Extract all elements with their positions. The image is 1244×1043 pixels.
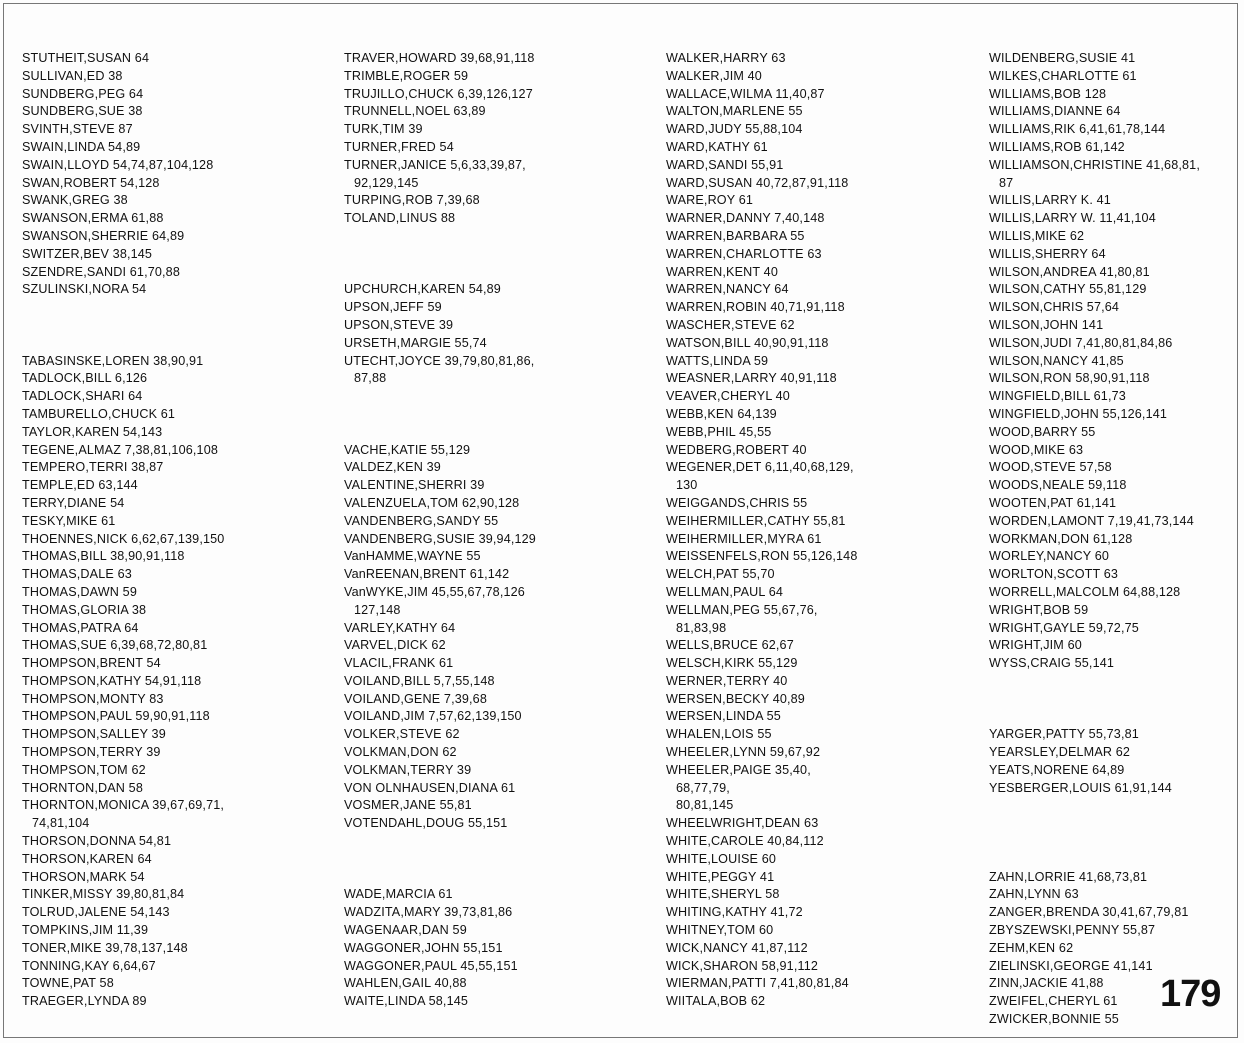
index-entry: SUNDBERG,SUE 38 bbox=[22, 104, 143, 119]
blank-line bbox=[344, 228, 654, 246]
index-entry: ZANGER,BRENDA 30,41,67,79,81 bbox=[989, 905, 1189, 920]
index-entry: SUNDBERG,PEG 64 bbox=[22, 86, 144, 101]
index-column-1 bbox=[22, 50, 332, 1011]
index-entry: WARREN,KENT 40 bbox=[666, 264, 778, 279]
index-entry: SZENDRE,SANDI 61,70,88 bbox=[22, 264, 180, 279]
index-entry: VanWYKE,JIM 45,55,67,78,126 bbox=[344, 584, 525, 599]
index-entry: WEISSENFELS,RON 55,126,148 bbox=[666, 549, 858, 564]
index-entry: THORNTON,DAN 58 bbox=[22, 780, 143, 795]
index-entry: TEGENE,ALMAZ 7,38,81,106,108 bbox=[22, 442, 219, 457]
index-entry: WARREN,CHARLOTTE 63 bbox=[666, 246, 822, 261]
index-entry: VanREENAN,BRENT 61,142 bbox=[344, 567, 510, 582]
blank-line bbox=[22, 317, 332, 335]
blank-line bbox=[989, 673, 1244, 691]
index-entry: THOMPSON,PAUL 59,90,91,118 bbox=[22, 709, 210, 724]
index-entry: WILSON,JUDI 7,41,80,81,84,86 bbox=[989, 335, 1173, 350]
index-entry: WORDEN,LAMONT 7,19,41,73,144 bbox=[989, 513, 1194, 528]
index-entry: TURPING,ROB 7,39,68 bbox=[344, 193, 480, 208]
index-entry: VOLKER,STEVE 62 bbox=[344, 727, 460, 742]
index-entry: WILSON,ANDREA 41,80,81 bbox=[989, 264, 1150, 279]
index-column-3 bbox=[666, 50, 976, 1011]
index-entry: WRIGHT,BOB 59 bbox=[989, 602, 1089, 617]
index-entry: WILSON,CATHY 55,81,129 bbox=[989, 282, 1147, 297]
index-entry: ZAHN,LYNN 63 bbox=[989, 887, 1079, 902]
index-entry: THORSON,KAREN 64 bbox=[22, 851, 152, 866]
index-entry: WADE,MARCIA 61 bbox=[344, 887, 453, 902]
index-entry: WILSON,RON 58,90,91,118 bbox=[989, 371, 1150, 386]
index-entry: ZEHM,KEN 62 bbox=[989, 940, 1074, 955]
index-entry: THORSON,DONNA 54,81 bbox=[22, 834, 172, 849]
index-entry: VANDENBERG,SANDY 55 bbox=[344, 513, 499, 528]
index-entry: WASCHER,STEVE 62 bbox=[666, 317, 795, 332]
index-entry: WORKMAN,DON 61,128 bbox=[989, 531, 1133, 546]
index-entry: SWANSON,SHERRIE 64,89 bbox=[22, 228, 185, 243]
index-entry: WEDBERG,ROBERT 40 bbox=[666, 442, 807, 457]
index-entry: WALLACE,WILMA 11,40,87 bbox=[666, 86, 825, 101]
index-entry: TEMPERO,TERRI 38,87 bbox=[22, 460, 164, 475]
index-entry: VOILAND,JIM 7,57,62,139,150 bbox=[344, 709, 522, 724]
index-entry: SWANSON,ERMA 61,88 bbox=[22, 211, 164, 226]
index-entry: VOLKMAN,DON 62 bbox=[344, 745, 457, 760]
blank-line bbox=[22, 335, 332, 353]
index-entry: WILLIAMSON,CHRISTINE 41,68,81, bbox=[989, 157, 1200, 172]
index-entry: WOOD,MIKE 63 bbox=[989, 442, 1084, 457]
index-entry: TERRY,DIANE 54 bbox=[22, 495, 125, 510]
index-entry: WEIHERMILLER,CATHY 55,81 bbox=[666, 513, 846, 528]
index-entry: WORLTON,SCOTT 63 bbox=[989, 567, 1119, 582]
index-entry: VACHE,KATIE 55,129 bbox=[344, 442, 471, 457]
index-entry: VOLKMAN,TERRY 39 bbox=[344, 762, 472, 777]
index-entry-continuation: 87,88 bbox=[354, 371, 387, 386]
index-entry: WILDENBERG,SUSIE 41 bbox=[989, 51, 1136, 65]
index-entry: THORNTON,MONICA 39,67,69,71, bbox=[22, 798, 225, 813]
blank-line bbox=[22, 299, 332, 317]
index-entry: WARREN,ROBIN 40,71,91,118 bbox=[666, 300, 845, 315]
index-entry: TURNER,FRED 54 bbox=[344, 139, 454, 154]
index-entry: WERNER,TERRY 40 bbox=[666, 673, 788, 688]
index-entry: THOENNES,NICK 6,62,67,139,150 bbox=[22, 531, 225, 546]
index-entry: STUTHEIT,SUSAN 64 bbox=[22, 51, 150, 65]
index-entry: THOMPSON,MONTY 83 bbox=[22, 691, 164, 706]
index-entry: VALENTINE,SHERRI 39 bbox=[344, 478, 485, 493]
blank-line bbox=[344, 264, 654, 282]
index-entry: WADZITA,MARY 39,73,81,86 bbox=[344, 905, 513, 920]
index-entry: VOILAND,GENE 7,39,68 bbox=[344, 691, 487, 706]
index-entry: THOMAS,PATRA 64 bbox=[22, 620, 139, 635]
index-entry: WORLEY,NANCY 60 bbox=[989, 549, 1110, 564]
index-entry: VOTENDAHL,DOUG 55,151 bbox=[344, 816, 508, 831]
index-entry: VOSMER,JANE 55,81 bbox=[344, 798, 472, 813]
index-entry: WERSEN,BECKY 40,89 bbox=[666, 691, 805, 706]
index-entry: WARE,ROY 61 bbox=[666, 193, 754, 208]
index-entry-continuation: 68,77,79, bbox=[676, 780, 730, 795]
index-entry: TADLOCK,BILL 6,126 bbox=[22, 371, 148, 386]
index-entry: TONER,MIKE 39,78,137,148 bbox=[22, 940, 188, 955]
index-entry: SZULINSKI,NORA 54 bbox=[22, 282, 147, 297]
index-entry: WOOTEN,PAT 61,141 bbox=[989, 495, 1117, 510]
index-entry: WELLMAN,PAUL 64 bbox=[666, 584, 784, 599]
index-entry: VARVEL,DICK 62 bbox=[344, 638, 446, 653]
index-entry: WHITE,LOUISE 60 bbox=[666, 851, 777, 866]
index-entry: TRUNNELL,NOEL 63,89 bbox=[344, 104, 486, 119]
index-entry: THOMPSON,BRENT 54 bbox=[22, 656, 161, 671]
index-entry: WILSON,CHRIS 57,64 bbox=[989, 300, 1120, 315]
index-entry: SWANK,GREG 38 bbox=[22, 193, 128, 208]
index-entry: WATTS,LINDA 59 bbox=[666, 353, 769, 368]
index-entry: VOILAND,BILL 5,7,55,148 bbox=[344, 673, 495, 688]
index-entry: URSETH,MARGIE 55,74 bbox=[344, 335, 487, 350]
index-entry: VEAVER,CHERYL 40 bbox=[666, 389, 790, 404]
index-entry: WARD,JUDY 55,88,104 bbox=[666, 122, 803, 137]
index-entry: WHEELWRIGHT,DEAN 63 bbox=[666, 816, 819, 831]
index-entry: WEIGGANDS,CHRIS 55 bbox=[666, 495, 808, 510]
index-entry: WELSCH,KIRK 55,129 bbox=[666, 656, 798, 671]
index-entry: SWAIN,LLOYD 54,74,87,104,128 bbox=[22, 157, 214, 172]
index-entry: VALENZUELA,TOM 62,90,128 bbox=[344, 495, 520, 510]
index-entry: WEBB,PHIL 45,55 bbox=[666, 424, 772, 439]
index-entry: WELCH,PAT 55,70 bbox=[666, 567, 775, 582]
index-entry: WIERMAN,PATTI 7,41,80,81,84 bbox=[666, 976, 849, 991]
index-entry: WHITNEY,TOM 60 bbox=[666, 923, 774, 938]
index-entry: WAGGONER,JOHN 55,151 bbox=[344, 940, 503, 955]
index-entry: WHITE,SHERYL 58 bbox=[666, 887, 780, 902]
index-entry: WHEELER,PAIGE 35,40, bbox=[666, 762, 811, 777]
index-entry: WILLIAMS,RIK 6,41,61,78,144 bbox=[989, 122, 1166, 137]
index-entry: TAMBURELLO,CHUCK 61 bbox=[22, 406, 176, 421]
index-entry: TOLRUD,JALENE 54,143 bbox=[22, 905, 170, 920]
index-entry: ZINN,JACKIE 41,88 bbox=[989, 976, 1104, 991]
index-entry: TRAVER,HOWARD 39,68,91,118 bbox=[344, 51, 535, 65]
blank-line bbox=[344, 246, 654, 264]
index-entry: WHITE,CAROLE 40,84,112 bbox=[666, 834, 824, 849]
index-entry: WAITE,LINDA 58,145 bbox=[344, 994, 469, 1009]
blank-line bbox=[344, 424, 654, 442]
index-entry: WICK,NANCY 41,87,112 bbox=[666, 940, 808, 955]
index-entry: SWAIN,LINDA 54,89 bbox=[22, 139, 141, 154]
page-number: 179 bbox=[1160, 973, 1221, 1015]
index-entry: TABASINSKE,LOREN 38,90,91 bbox=[22, 353, 204, 368]
blank-line bbox=[989, 797, 1244, 815]
index-entry: WILSON,NANCY 41,85 bbox=[989, 353, 1124, 368]
blank-line bbox=[344, 833, 654, 851]
index-entry: TONNING,KAY 6,64,67 bbox=[22, 958, 156, 973]
index-entry: WARNER,DANNY 7,40,148 bbox=[666, 211, 825, 226]
index-entry: WHITE,PEGGY 41 bbox=[666, 869, 775, 884]
index-entry: WINGFIELD,JOHN 55,126,141 bbox=[989, 406, 1168, 421]
index-entry: THOMPSON,SALLEY 39 bbox=[22, 727, 166, 742]
index-entry: THOMPSON,KATHY 54,91,118 bbox=[22, 673, 202, 688]
index-entry: UPSON,JEFF 59 bbox=[344, 300, 442, 315]
index-entry: WILLIS,MIKE 62 bbox=[989, 228, 1085, 243]
index-entry: THOMAS,DAWN 59 bbox=[22, 584, 137, 599]
index-entry: ZAHN,LORRIE 41,68,73,81 bbox=[989, 869, 1148, 884]
blank-line bbox=[989, 708, 1244, 726]
index-entry: YESBERGER,LOUIS 61,91,144 bbox=[989, 780, 1172, 795]
index-entry: WELLMAN,PEG 55,67,76, bbox=[666, 602, 818, 617]
index-entry: WALTON,MARLENE 55 bbox=[666, 104, 803, 119]
index-entry: TRUJILLO,CHUCK 6,39,126,127 bbox=[344, 86, 533, 101]
index-entry: THOMAS,DALE 63 bbox=[22, 567, 132, 582]
index-entry: TOLAND,LINUS 88 bbox=[344, 211, 456, 226]
index-entry: THOMAS,SUE 6,39,68,72,80,81 bbox=[22, 638, 208, 653]
index-entry: YEARSLEY,DELMAR 62 bbox=[989, 745, 1131, 760]
index-entry: WILLIS,SHERRY 64 bbox=[989, 246, 1106, 261]
index-entry: THOMAS,BILL 38,90,91,118 bbox=[22, 549, 185, 564]
index-entry: WRIGHT,GAYLE 59,72,75 bbox=[989, 620, 1139, 635]
index-entry: WILLIAMS,ROB 61,142 bbox=[989, 139, 1125, 154]
index-entry: WEGENER,DET 6,11,40,68,129, bbox=[666, 460, 854, 475]
index-entry: WOOD,STEVE 57,58 bbox=[989, 460, 1112, 475]
index-entry: ZBYSZEWSKI,PENNY 55,87 bbox=[989, 923, 1156, 938]
blank-line bbox=[344, 851, 654, 869]
blank-line bbox=[344, 869, 654, 887]
index-entry-continuation: 130 bbox=[676, 478, 698, 493]
index-entry: WICK,SHARON 58,91,112 bbox=[666, 958, 818, 973]
index-entry-continuation: 80,81,145 bbox=[676, 798, 734, 813]
index-entry: TAYLOR,KAREN 54,143 bbox=[22, 424, 163, 439]
index-entry: UPSON,STEVE 39 bbox=[344, 317, 454, 332]
index-entry: WYSS,CRAIG 55,141 bbox=[989, 656, 1115, 671]
index-entry: WALKER,JIM 40 bbox=[666, 68, 762, 83]
index-entry: WILLIAMS,BOB 128 bbox=[989, 86, 1107, 101]
index-entry: YEATS,NORENE 64,89 bbox=[989, 762, 1125, 777]
index-entry: TEMPLE,ED 63,144 bbox=[22, 478, 138, 493]
index-entry: WILKES,CHARLOTTE 61 bbox=[989, 68, 1137, 83]
index-entry: TADLOCK,SHARI 64 bbox=[22, 389, 143, 404]
index-entry: VON OLNHAUSEN,DIANA 61 bbox=[344, 780, 516, 795]
index-entry-continuation: 74,81,104 bbox=[32, 816, 90, 831]
index-entry: WATSON,BILL 40,90,91,118 bbox=[666, 335, 829, 350]
index-column-4 bbox=[989, 50, 1244, 1029]
blank-line bbox=[344, 388, 654, 406]
index-entry: TRAEGER,LYNDA 89 bbox=[22, 994, 147, 1009]
index-entry: WARD,SANDI 55,91 bbox=[666, 157, 784, 172]
index-entry: THOMPSON,TERRY 39 bbox=[22, 745, 161, 760]
blank-line bbox=[989, 691, 1244, 709]
index-entry: WHEELER,LYNN 59,67,92 bbox=[666, 745, 821, 760]
index-entry: WINGFIELD,BILL 61,73 bbox=[989, 389, 1126, 404]
index-entry: WARD,KATHY 61 bbox=[666, 139, 768, 154]
blank-line bbox=[989, 833, 1244, 851]
index-entry-continuation: 81,83,98 bbox=[676, 620, 727, 635]
index-entry: WILLIS,LARRY W. 11,41,104 bbox=[989, 211, 1156, 226]
index-entry: SWAN,ROBERT 54,128 bbox=[22, 175, 160, 190]
index-entry: SULLIVAN,ED 38 bbox=[22, 68, 123, 83]
index-entry: WIITALA,BOB 62 bbox=[666, 994, 766, 1009]
index-entry: WELLS,BRUCE 62,67 bbox=[666, 638, 794, 653]
index-entry-continuation: 87 bbox=[999, 175, 1014, 190]
index-entry: ZWICKER,BONNIE 55 bbox=[989, 1012, 1119, 1027]
index-entry: WAGGONER,PAUL 45,55,151 bbox=[344, 958, 518, 973]
index-entry: SVINTH,STEVE 87 bbox=[22, 122, 133, 137]
index-entry: TURNER,JANICE 5,6,33,39,87, bbox=[344, 157, 526, 172]
index-entry: WALKER,HARRY 63 bbox=[666, 51, 786, 65]
index-entry: WEASNER,LARRY 40,91,118 bbox=[666, 371, 837, 386]
index-column-2 bbox=[344, 50, 654, 1011]
index-entry: WRIGHT,JIM 60 bbox=[989, 638, 1082, 653]
index-entry: WHITING,KATHY 41,72 bbox=[666, 905, 803, 920]
index-entry: UTECHT,JOYCE 39,79,80,81,86, bbox=[344, 353, 535, 368]
index-entry: TURK,TIM 39 bbox=[344, 122, 423, 137]
blank-line bbox=[989, 851, 1244, 869]
index-entry: THORSON,MARK 54 bbox=[22, 869, 145, 884]
index-entry: VLACIL,FRANK 61 bbox=[344, 656, 454, 671]
index-entry: VANDENBERG,SUSIE 39,94,129 bbox=[344, 531, 536, 546]
index-entry: UPCHURCH,KAREN 54,89 bbox=[344, 282, 501, 297]
index-entry: WARREN,BARBARA 55 bbox=[666, 228, 805, 243]
index-entry: ZWEIFEL,CHERYL 61 bbox=[989, 994, 1118, 1009]
blank-line bbox=[344, 406, 654, 424]
index-entry: WOOD,BARRY 55 bbox=[989, 424, 1096, 439]
index-entry-continuation: 92,129,145 bbox=[354, 175, 419, 190]
index-entry-continuation: 127,148 bbox=[354, 602, 401, 617]
index-entry: VARLEY,KATHY 64 bbox=[344, 620, 456, 635]
blank-line bbox=[989, 815, 1244, 833]
index-entry: VALDEZ,KEN 39 bbox=[344, 460, 441, 475]
index-entry: WILSON,JOHN 141 bbox=[989, 317, 1104, 332]
index-entry: WARD,SUSAN 40,72,87,91,118 bbox=[666, 175, 849, 190]
index-entry: WEIHERMILLER,MYRA 61 bbox=[666, 531, 822, 546]
index-entry: WEBB,KEN 64,139 bbox=[666, 406, 777, 421]
index-entry: TOWNE,PAT 58 bbox=[22, 976, 114, 991]
index-entry: YARGER,PATTY 55,73,81 bbox=[989, 727, 1139, 742]
index-entry: TRIMBLE,ROGER 59 bbox=[344, 68, 469, 83]
index-entry: WARREN,NANCY 64 bbox=[666, 282, 789, 297]
index-entry: WOODS,NEALE 59,118 bbox=[989, 478, 1127, 493]
index-entry: WERSEN,LINDA 55 bbox=[666, 709, 781, 724]
index-entry: TOMPKINS,JIM 11,39 bbox=[22, 923, 149, 938]
index-entry: VanHAMME,WAYNE 55 bbox=[344, 549, 481, 564]
index-entry: TESKY,MIKE 61 bbox=[22, 513, 116, 528]
index-entry: WHALEN,LOIS 55 bbox=[666, 727, 772, 742]
index-entry: THOMPSON,TOM 62 bbox=[22, 762, 146, 777]
index-entry: WORRELL,MALCOLM 64,88,128 bbox=[989, 584, 1181, 599]
index-entry: TINKER,MISSY 39,80,81,84 bbox=[22, 887, 185, 902]
index-entry: WAHLEN,GAIL 40,88 bbox=[344, 976, 467, 991]
index-entry: THOMAS,GLORIA 38 bbox=[22, 602, 147, 617]
index-entry: ZIELINSKI,GEORGE 41,141 bbox=[989, 958, 1153, 973]
index-entry: WAGENAAR,DAN 59 bbox=[344, 923, 467, 938]
index-entry: WILLIS,LARRY K. 41 bbox=[989, 193, 1111, 208]
index-entry: WILLIAMS,DIANNE 64 bbox=[989, 104, 1121, 119]
index-entry: SWITZER,BEV 38,145 bbox=[22, 246, 153, 261]
